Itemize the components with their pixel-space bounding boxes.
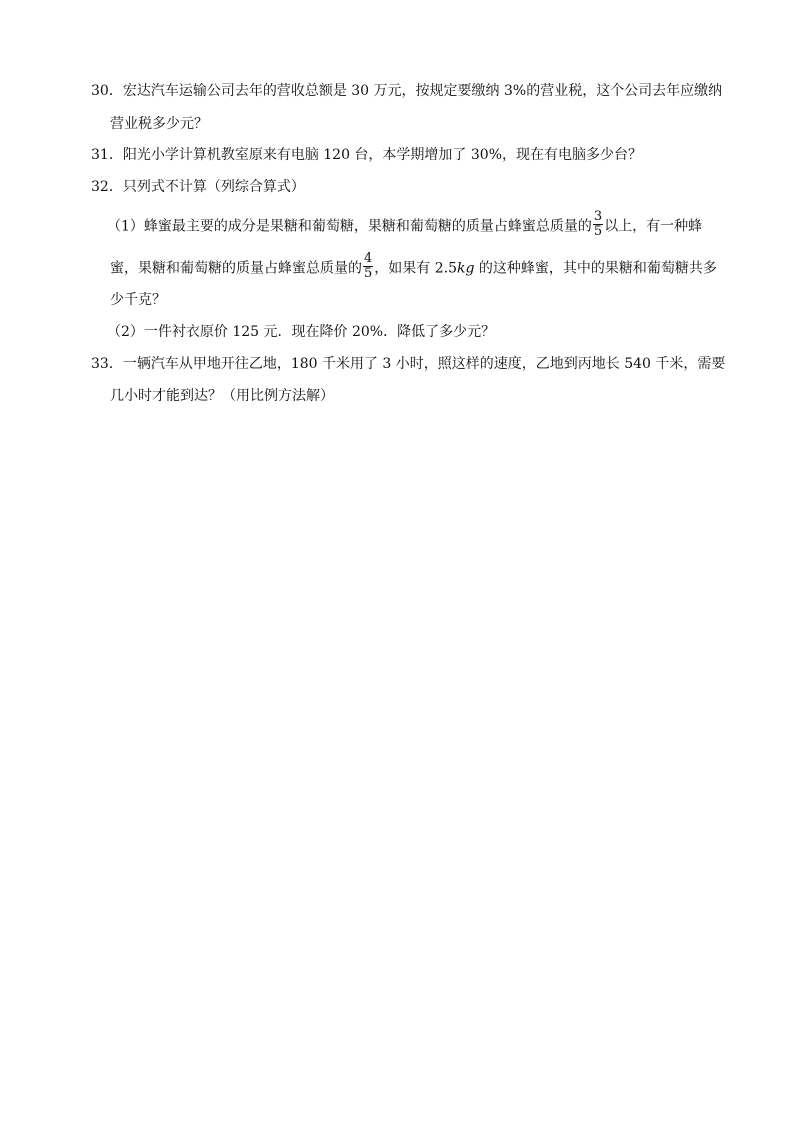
question-32-part-1-line-2 xyxy=(110,251,717,281)
part-1-text-a: （1）蜂蜜最主要的成分是果糖和葡萄糖，果糖和葡萄糖的质量占蜂蜜总质量的 xyxy=(107,218,592,235)
part-1-text-e: 的这种蜂蜜，其中的果糖和葡萄糖共多 xyxy=(474,260,717,277)
fraction-denominator: 5 xyxy=(593,224,603,239)
fraction-numerator: 3 xyxy=(593,209,603,224)
question-32-title: 32．只列式不计算（列综合算式） xyxy=(91,179,305,195)
part-1-text-c: 蜜，果糖和葡萄糖的质量占蜂蜜总质量的 xyxy=(110,260,362,277)
question-33-line-2: 几小时才能到达？（用比例方法解） xyxy=(110,388,334,404)
fraction-denominator: 5 xyxy=(364,266,373,281)
question-31: 31．阳光小学计算机教室原来有电脑 120 台，本学期增加了 30%，现在有电脑多少台？ xyxy=(91,147,643,163)
fraction-three-fifths xyxy=(593,210,603,239)
part-1-text-d: ，如果有 2.5 xyxy=(374,260,457,277)
fraction-four-fifths xyxy=(363,252,373,281)
question-30-line-2: 营业税多少元？ xyxy=(110,116,208,132)
question-32-part-1-line-1 xyxy=(107,209,703,239)
question-32-part-2: （2）一件衬衣原价 125 元．现在降价 20%．降低了多少元？ xyxy=(107,324,496,340)
question-32-part-1-line-3: 少千克？ xyxy=(110,292,166,308)
question-33-line-1: 33．一辆汽车从甲地开往乙地，180 千米用了 3 小时，照这样的速度，乙地到丙地长 540 千米，需要 xyxy=(91,356,726,372)
question-30-line-1: 30．宏达汽车运输公司去年的营收总额是 30 万元，按规定要缴纳 3%的营业税，这个公司去年应缴纳 xyxy=(91,83,723,99)
unit-kg: kg xyxy=(457,260,475,277)
fraction-numerator: 4 xyxy=(364,251,373,266)
part-1-text-b: 以上，有一种蜂 xyxy=(604,218,703,235)
